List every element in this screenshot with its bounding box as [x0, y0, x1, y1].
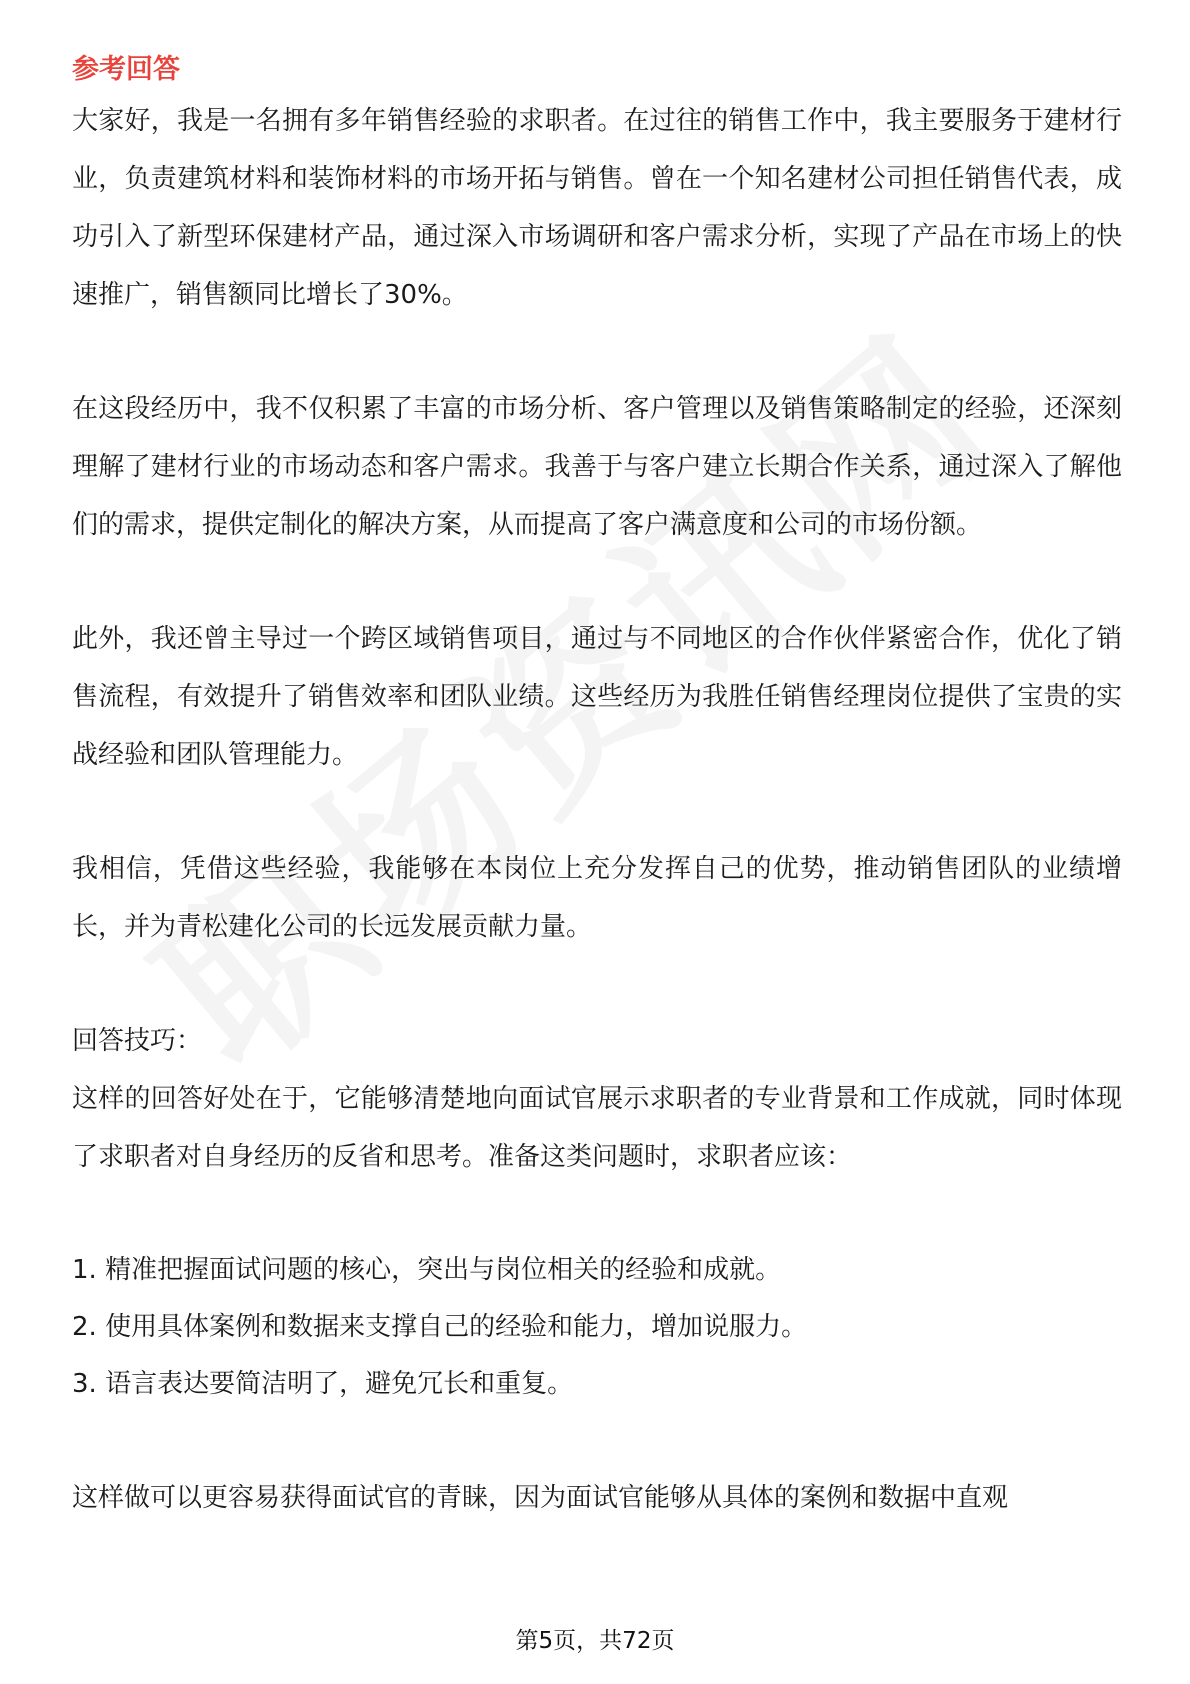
tips-heading: 回答技巧：: [72, 1026, 203, 1056]
answer-paragraph-2: 在这段经历中，我不仅积累了丰富的市场分析、客户管理以及销售策略制定的经验，还深刻理解了建材行业的市场动态和客户需求。我善于与客户建立长期合作关系，通过深入了解他们的需求，提供定制化的解决方案，从而提高了客户满意度和公司的市场份额。: [72, 394, 1122, 540]
tips-list-item-1: 1. 精准把握面试问题的核心，突出与岗位相关的经验和成就。: [72, 1255, 782, 1285]
document-page: [72, 48, 1122, 1527]
answer-paragraph-4: 我相信，凭借这些经验，我能够在本岗位上充分发挥自己的优势，推动销售团队的业绩增长，并为青松建化公司的长远发展贡献力量。: [72, 854, 1122, 942]
section-title: 参考回答: [72, 54, 180, 85]
tips-list-item-2: 2. 使用具体案例和数据来支撑自己的经验和能力，增加说服力。: [72, 1312, 808, 1342]
answer-paragraph-3: 此外，我还曾主导过一个跨区域销售项目，通过与不同地区的合作伙伴紧密合作，优化了销售流程，有效提升了销售效率和团队业绩。这些经历为我胜任销售经理岗位提供了宝贵的实战经验和团队管理能力。: [72, 624, 1122, 770]
page-number: 第5页，共72页: [515, 1628, 675, 1654]
tips-closing: 这样做可以更容易获得面试官的青睐，因为面试官能够从具体的案例和数据中直观: [72, 1483, 1009, 1513]
tips-intro: 这样的回答好处在于，它能够清楚地向面试官展示求职者的专业背景和工作成就，同时体现了求职者对自身经历的反省和思考。准备这类问题时，求职者应该：: [72, 1084, 1122, 1172]
tips-list-item-3: 3. 语言表达要简洁明了，避免冗长和重复。: [72, 1369, 574, 1399]
answer-paragraph-1: 大家好，我是一名拥有多年销售经验的求职者。在过往的销售工作中，我主要服务于建材行业，负责建筑材料和装饰材料的市场开拓与销售。曾在一个知名建材公司担任销售代表，成功引入了新型环保建材产品，通过深入市场调研和客户需求分析，实现了产品在市场上的快速推广，销售额同比增长了30%。: [72, 106, 1122, 310]
